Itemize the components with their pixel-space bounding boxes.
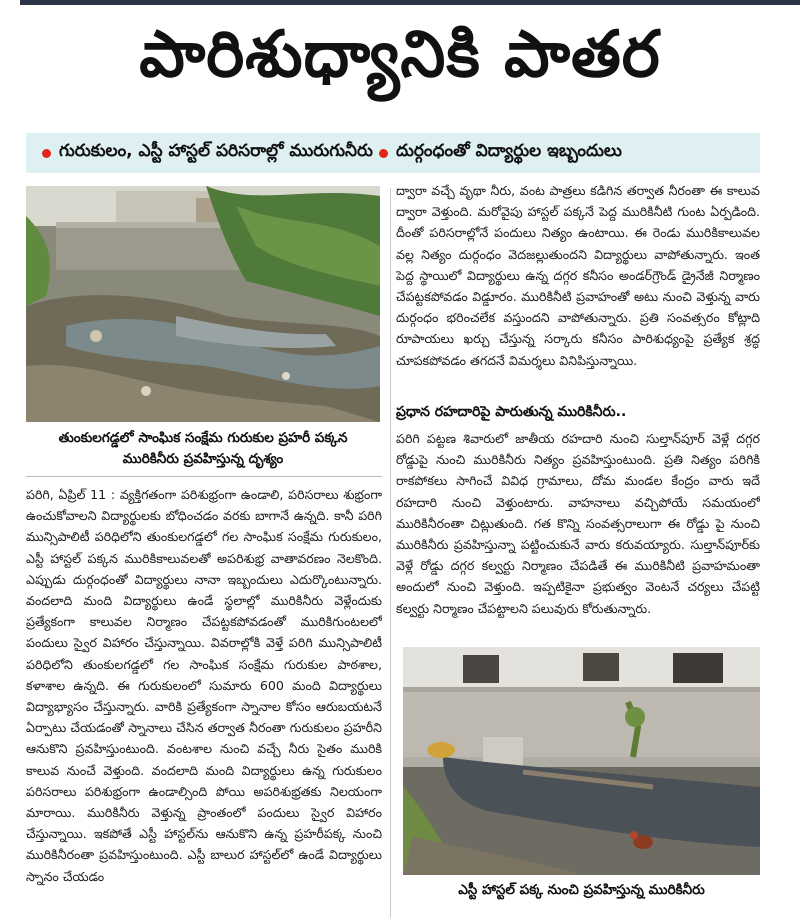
top-rule [20, 0, 800, 5]
photo-st-hostel-drain [403, 647, 760, 875]
column-divider [390, 188, 391, 918]
subheadline-part1: గురుకులం, ఎస్టీ హాస్టల్ పరిసరాల్లో మురుగునీరు [59, 141, 373, 161]
bullet-icon [42, 149, 51, 158]
photo1-caption-line1: తుంకులగడ్డలో సాంఘిక సంక్షేమ గురుకుల ప్రహరీ పక్కన [58, 430, 348, 446]
section-subhead: ప్రధాన రహదారిపై పారుతున్న మురికినీరు.. [396, 404, 627, 420]
subheadline-bar [26, 133, 760, 173]
right-article-bottom-text: పరిగి పట్టణ శివారులో జాతీయ రహదారి నుంచి సుల్తాన్‌పూర్ వెళ్లే దగ్గర రోడ్డుపై నుంచి మురికినీరు నిత్యం ప్రవహిస్తుంటుంది. ప్రతి నిత్యం పరిగికి రాకపోకలు సాగించే వివిధ గ్రామాలు, దోమ మండల కేంద్రం వారు ఇదే రహదారి నుంచి వెళ్తుంటారు. వాహనాలు వచ్చిపోయే సమయంలో మురికినీరంతా చిట్లుతుంది. గత కొన్ని సంవత్సరాలుగా ఈ రోడ్డు పై నుంచి మురికినీరు ప్రవహిస్తున్నా పట్టించుకునే వారు కరువయ్యారు. సుల్తాన్‌పూర్‌కు వెళ్లే రోడ్డు దగ్గర కల్వర్టు నిర్మాణం చేపడితే ఈ మురికినీటి ప్రవాహమంతా అందులో నుంచి వెళ్తుంది. ఇప్పటికైనా ప్రభుత్వం వెంటనే చర్యలు చేపట్టి కల్వర్టు నిర్మాణం చేపట్టాలని పలువురు కోరుతున్నారు. [396, 431, 760, 616]
subheadline-part2: దుర్గంధంతో విద్యార్థుల ఇబ్బందులు [395, 141, 622, 161]
right-article-bottom [396, 428, 760, 640]
right-article-top-text: ద్వారా వచ్చే వృథా నీరు, వంట పాత్రలు కడిగిన తర్వాత నీరంతా ఈ కాలువ ద్వారా వెళ్తుంది. మరోవైపు హాస్టల్ పక్కనే పెద్ద మురికినీటి గుంట ఏర్పడింది. దీంతో పరిసరాల్లోనే పందులు నిత్యం ఉంటాయి. ఈ రెండు మురికికాలువల వల్ల నిత్యం దుర్గంధం వెదజల్లుతుందని విద్యార్థులు వాపోతున్నారు. ఇంత పెద్ద స్థాయిలో విద్యార్థులు ఉన్న దగ్గర కనీసం అండర్‌గ్రౌండ్ డ్రైనేజీ నిర్మాణం చేపట్టకపోవడం విడ్డూరం. మురికినీటి ప్రవాహంతో అటు నుంచి వెళ్తున్న వారు దుర్గంధం భరించలేక వస్తుందని వాపోతున్నారు. ప్రతి సంవత్సరం కోట్లాది రూపాయలు ఖర్చు చేస్తున్న సర్కారు కనీసం పారిశుధ్యంపై ప్రత్యేక శ్రద్ధ చూపకపోవడం తగదనే విమర్శలు వినిపిస్తున్నాయి. [396, 183, 760, 368]
page-headline: పారిశుధ్యానికి పాతర [139, 17, 661, 92]
right-article-top [396, 180, 760, 398]
bullet-icon [379, 149, 388, 158]
photo-drain-gurukul [26, 186, 380, 422]
photo1-caption [26, 428, 380, 470]
photo2-caption: ఎస్టీ హాస్టల్ పక్క నుంచి ప్రవహిస్తున్న మురికినీరు [458, 882, 705, 898]
caption-divider [26, 476, 382, 477]
left-article-text: పరిగి, ఏప్రిల్ 11 : వ్యక్తిగతంగా పరిశుభ్రంగా ఉండాలి, పరిసరాలు శుభ్రంగా ఉంచుకోవాలని విద్యార్థులకు బోధించడం వరకు బాగానే ఉన్నది. కానీ పరిగి మున్సిపాలిటీ పరిధిలోని తుంకులగడ్డలో గల సాంఘిక సంక్షేమ గురుకులం, ఎస్టీ హాస్టల్ పక్కన మురికికాలువలతో అపరిశుభ్ర వాతావరణం నెలకొంది. ఎప్పుడు దుర్గంధంతో విద్యార్థులు నానా ఇబ్బందులు ఎదుర్కొంటున్నారు. వందలాది మంది విద్యార్థులు ఉండే స్థలాల్లో మురికినీరు వెళ్లేందుకు ప్రత్యేకంగా కాలువల నిర్మాణం చేపట్టకపోవడంతో మురికిగుంటలలో పందులు స్వైర విహారం చేస్తున్నాయి. వివరాల్లోకి వెళ్తే పరిగి మున్సిపాలిటీ పరిధిలోని తుంకులగడ్డలో గల సాంఘిక సంక్షేమ గురుకుల పాఠశాల, కళాశాల ఉన్నది. ఈ గురుకులంలో సుమారు 600 మంది విద్యార్థులు విద్యాభ్యాసం చేస్తున్నారు. వారికి ప్రత్యేకంగా స్నానాల కోసం ఆరుబయటనే ఏర్పాటు చేయడంతో స్నానాలు చేసిన తర్వాత నీరంతా గురుకులం ప్రహరీని ఆనుకొని ప్రవహిస్తుంటుంది. వంటశాల నుంచి వచ్చే నీరు సైతం మురికి కాలువ నుంచే వెళ్తుంది. వందలాది మంది విద్యార్థులు ఉన్న గురుకులం పరిసరాలు పరిశుభ్రంగా ఉండాల్సింది పోయి అపరిశుభ్రతకు నిలయంగా మారాయి. మురికినీరు వెళ్తున్న ప్రాంతంలో పందులు స్వైర విహారం చేస్తున్నాయి. ఇకపోతే ఎస్టీ హాస్టల్‌ను ఆనుకొని ఉన్న ప్రహరీపక్క నుంచి మురికినీరంతా ప్రవహిస్తుంటుంది. ఎస్టీ బాలుర హాస్టల్‌లో ఉండే విద్యార్థులు స్నానం చేయడం [26, 487, 382, 884]
left-article-column [26, 484, 382, 918]
photo1-caption-line2: మురికినీరు ప్రవహిస్తున్న దృశ్యం [122, 451, 284, 467]
